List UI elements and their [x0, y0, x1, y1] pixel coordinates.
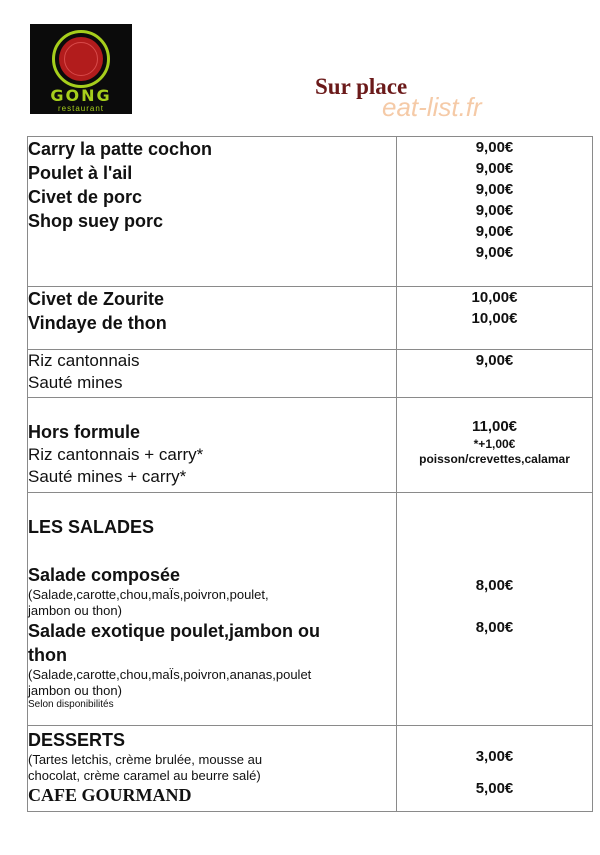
menu-section-salades — [28, 493, 593, 726]
section-items — [28, 726, 397, 812]
menu-item: Poulet à l'ail — [28, 163, 133, 183]
dessert-description: chocolat, crème caramel au beurre salé) — [28, 768, 261, 783]
dessert-description: (Tartes letchis, crème brulée, mousse au — [28, 752, 263, 767]
section-title: Hors formule — [28, 422, 141, 442]
price: 8,00€ — [475, 577, 514, 594]
price: 10,00€ — [471, 310, 518, 327]
salad-description: (Salade,carotte,chou,maÏs,poivron,ananas,poulet — [28, 667, 312, 682]
price: 5,00€ — [475, 780, 514, 797]
menu-item: Sauté mines — [28, 373, 123, 392]
section-title: DESSERTS — [28, 730, 126, 750]
price: 8,00€ — [475, 619, 514, 636]
price: 11,00€ — [471, 418, 518, 435]
menu-item: Sauté mines + carry* — [28, 467, 187, 486]
salad-name: thon — [28, 645, 67, 665]
section-prices — [397, 493, 593, 726]
watermark: eat-list.fr — [382, 92, 482, 122]
restaurant-logo — [30, 24, 132, 114]
menu-item: Carry la patte cochon — [28, 139, 213, 159]
salad-description: jambon ou thon) — [28, 603, 122, 618]
section-items — [28, 398, 397, 493]
menu-item: Riz cantonnais — [28, 351, 140, 370]
price: 3,00€ — [475, 748, 514, 765]
price: 9,00€ — [475, 202, 514, 219]
section-prices — [397, 287, 593, 350]
section-prices — [397, 137, 593, 287]
price: 9,00€ — [475, 244, 514, 261]
menu-item: Riz cantonnais + carry* — [28, 445, 204, 464]
price-note: poisson/crevettes,calamar — [419, 452, 570, 466]
price: 9,00€ — [475, 160, 514, 177]
salad-description: jambon ou thon) — [28, 683, 122, 698]
menu-item: Civet de Zourite — [28, 289, 165, 309]
cafe-gourmand: CAFE GOURMAND — [28, 785, 192, 805]
menu-section-hors-formule — [28, 398, 593, 493]
page-heading: Sur place — [315, 74, 408, 99]
section-prices — [397, 350, 593, 398]
section-items — [28, 137, 397, 287]
logo-gong-disc — [59, 37, 103, 81]
availability-note: Selon disponibilités — [28, 699, 114, 710]
menu-table — [27, 136, 593, 812]
salad-description: (Salade,carotte,chou,maÏs,poivron,poulet, — [28, 587, 269, 602]
menu-item: Civet de porc — [28, 187, 143, 207]
menu-section-carry — [28, 137, 593, 287]
price: 9,00€ — [475, 352, 514, 369]
section-items — [28, 350, 397, 398]
section-title: LES SALADES — [28, 517, 155, 537]
section-items — [28, 287, 397, 350]
price: 10,00€ — [471, 289, 518, 306]
logo-subtitle: restaurant — [57, 104, 105, 113]
section-items — [28, 493, 397, 726]
menu-section-zourite — [28, 287, 593, 350]
price: 9,00€ — [475, 223, 514, 240]
price-note: *+1,00€ — [473, 437, 516, 451]
price: 9,00€ — [475, 181, 514, 198]
salad-name: Salade composée — [28, 565, 181, 585]
menu-section-riz — [28, 350, 593, 398]
menu-section-desserts — [28, 726, 593, 812]
section-prices — [397, 726, 593, 812]
menu-item: Shop suey porc — [28, 211, 164, 231]
salad-name: Salade exotique poulet,jambon ou — [28, 621, 321, 641]
price: 9,00€ — [475, 139, 514, 156]
menu-item: Vindaye de thon — [28, 313, 167, 333]
logo-brand: GONG — [50, 86, 112, 105]
section-prices — [397, 398, 593, 493]
